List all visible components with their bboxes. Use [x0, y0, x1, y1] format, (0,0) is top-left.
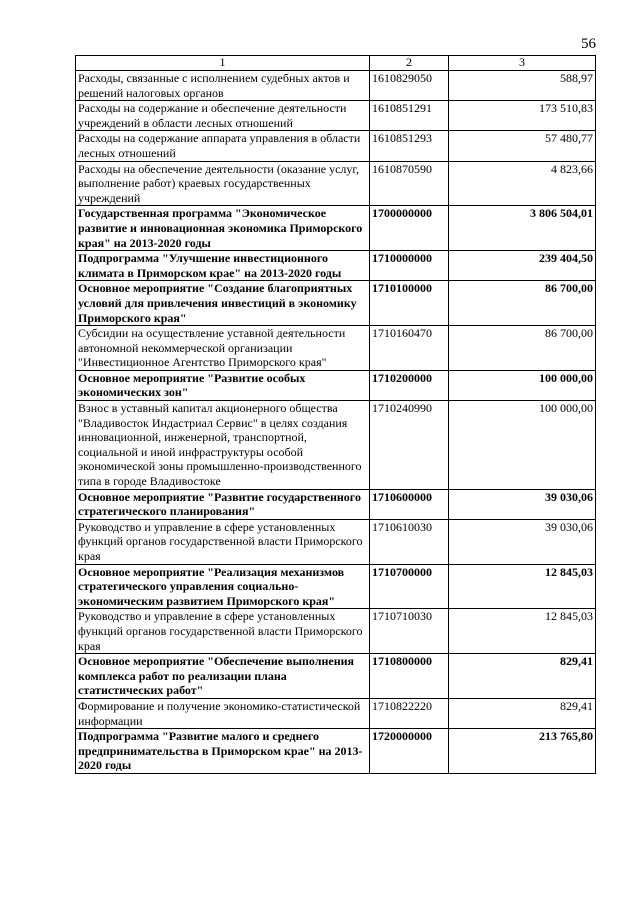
row-code-cell: 1610870590 [370, 161, 449, 206]
row-name-cell: Основное мероприятие "Обеспечение выполнения комплекса работ по реализации плана статистических работ" [76, 654, 370, 699]
row-amount-cell: 57 480,77 [449, 131, 596, 161]
row-amount-cell: 39 030,06 [449, 489, 596, 519]
row-code-cell: 1610829050 [370, 71, 449, 101]
table-row [76, 71, 596, 101]
table-row [76, 729, 596, 774]
table-row [76, 131, 596, 161]
row-code-cell: 1700000000 [370, 206, 449, 251]
row-code-cell: 1710200000 [370, 370, 449, 400]
table-row [76, 609, 596, 654]
row-amount-cell: 4 823,66 [449, 161, 596, 206]
row-code-cell: 1710822220 [370, 698, 449, 728]
row-code-cell: 1710700000 [370, 564, 449, 609]
row-amount-cell: 86 700,00 [449, 326, 596, 371]
row-name-cell: Субсидии на осуществление уставной деятельности автономной некоммерческой организации "Инвестиционное Агентство Приморского края" [76, 326, 370, 371]
table-row [76, 489, 596, 519]
row-name-cell: Основное мероприятие "Создание благоприятных условий для привлечения инвестиций в экономику Приморского края" [76, 281, 370, 326]
row-name-cell: Формирование и получение экономико-статистической информации [76, 698, 370, 728]
column-header-amount: 3 [449, 56, 596, 71]
row-name-cell: Расходы на содержание аппарата управления в области лесных отношений [76, 131, 370, 161]
table-row [76, 251, 596, 281]
column-header-code: 2 [370, 56, 449, 71]
row-amount-cell: 173 510,83 [449, 101, 596, 131]
row-amount-cell: 3 806 504,01 [449, 206, 596, 251]
row-code-cell: 1710160470 [370, 326, 449, 371]
row-code-cell: 1610851293 [370, 131, 449, 161]
row-code-cell: 1710000000 [370, 251, 449, 281]
row-amount-cell: 829,41 [449, 698, 596, 728]
row-name-cell: Государственная программа "Экономическое развитие и инновационная экономика Приморского края" на 2013-2020 годы [76, 206, 370, 251]
row-name-cell: Расходы на обеспечение деятельности (оказание услуг, выполнение работ) краевых государственных учреждений [76, 161, 370, 206]
row-name-cell: Подпрограмма "Улучшение инвестиционного климата в Приморском крае" на 2013-2020 годы [76, 251, 370, 281]
table-row [76, 519, 596, 564]
row-amount-cell: 12 845,03 [449, 609, 596, 654]
row-name-cell: Основное мероприятие "Реализация механизмов стратегического управления социально-экономическим развитием Приморского края" [76, 564, 370, 609]
row-name-cell: Подпрограмма "Развитие малого и среднего предпринимательства в Приморском крае" на 2013-2020 годы [76, 729, 370, 774]
row-amount-cell: 588,97 [449, 71, 596, 101]
row-name-cell: Расходы на содержание и обеспечение деятельности учреждений в области лесных отношений [76, 101, 370, 131]
row-code-cell: 1720000000 [370, 729, 449, 774]
row-name-cell: Руководство и управление в сфере установленных функций органов государственной власти Приморского края [76, 609, 370, 654]
row-name-cell: Основное мероприятие "Развитие государственного стратегического планирования" [76, 489, 370, 519]
page-number: 56 [581, 36, 596, 52]
row-code-cell: 1710610030 [370, 519, 449, 564]
row-amount-cell: 100 000,00 [449, 370, 596, 400]
row-amount-cell: 829,41 [449, 654, 596, 699]
row-name-cell: Расходы, связанные с исполнением судебных актов и решений налоговых органов [76, 71, 370, 101]
table-row [76, 326, 596, 371]
table-row [76, 281, 596, 326]
row-code-cell: 1610851291 [370, 101, 449, 131]
table-row [76, 206, 596, 251]
row-amount-cell: 39 030,06 [449, 519, 596, 564]
row-amount-cell: 239 404,50 [449, 251, 596, 281]
table-header-row [76, 56, 596, 71]
row-code-cell: 1710710030 [370, 609, 449, 654]
row-name-cell: Основное мероприятие "Развитие особых экономических зон" [76, 370, 370, 400]
table-row [76, 161, 596, 206]
table-row [76, 564, 596, 609]
table-row [76, 401, 596, 490]
table-row [76, 370, 596, 400]
row-code-cell: 1710800000 [370, 654, 449, 699]
row-code-cell: 1710240990 [370, 401, 449, 490]
budget-table [75, 55, 596, 774]
table-row [76, 698, 596, 728]
table-row [76, 654, 596, 699]
column-header-name: 1 [76, 56, 370, 71]
row-amount-cell: 12 845,03 [449, 564, 596, 609]
row-amount-cell: 213 765,80 [449, 729, 596, 774]
row-name-cell: Взнос в уставный капитал акционерного общества "Владивосток Индастриал Сервис" в целях создания инновационной, инженерной, транспортной, социальной и иной инфраструктуры особой экономической зоны промышленно-производственного типа в городе Владивостоке [76, 401, 370, 490]
row-amount-cell: 86 700,00 [449, 281, 596, 326]
row-name-cell: Руководство и управление в сфере установленных функций органов государственной власти Приморского края [76, 519, 370, 564]
table-row [76, 101, 596, 131]
row-amount-cell: 100 000,00 [449, 401, 596, 490]
row-code-cell: 1710100000 [370, 281, 449, 326]
row-code-cell: 1710600000 [370, 489, 449, 519]
